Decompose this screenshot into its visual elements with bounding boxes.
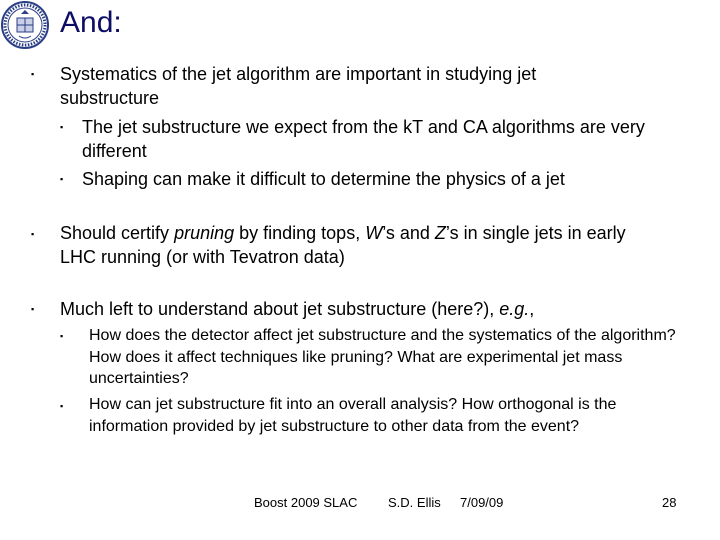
square-bullet-icon: ▪ [31,69,35,79]
footer-author: S.D. Ellis [388,495,441,510]
footer-date: 7/09/09 [460,495,504,510]
square-bullet-icon: ▪ [60,174,64,184]
bullet-systematics: Systematics of the jet algorithm are important in studying jet substructure [60,64,537,108]
z-boson: Z [434,223,446,243]
university-seal-icon [0,0,50,50]
square-bullet-icon: ▪ [31,304,35,314]
sub-bullet-analysis: How can jet substructure fit into an overall analysis? How orthogonal is the information provided by jet substructure to other data from the event? [89,396,617,435]
eg-abbrev: e.g. [499,299,530,319]
w-boson: W [365,223,383,243]
page-number: 28 [662,495,677,510]
square-bullet-icon: ▪ [60,122,64,132]
text-run: Much left to understand about jet substructure (here?), [60,299,500,319]
text-run: , [529,299,535,319]
square-bullet-icon: ▪ [60,331,64,341]
square-bullet-icon: ▪ [60,401,64,411]
text-run: ’s in single jets in early LHC running (or with Tevatron data) [60,223,626,267]
sub-bullet-kt-ca: The jet substructure we expect from the kT and CA algorithms are very different [82,117,645,161]
footer-event: Boost 2009 SLAC [254,495,358,510]
bullet-certify-pruning [60,221,660,269]
slide-title: And: [60,6,122,39]
text-run: ’s and [382,223,435,243]
sub-bullet-detector: How does the detector affect jet substructure and the systematics of the algorithm? How does it affect techniques like pruning? What are experimental jet mass uncertainties? [89,327,676,387]
sub-bullet-shaping: Shaping can make it difficult to determine the physics of a jet [82,169,565,189]
square-bullet-icon: ▪ [31,229,35,239]
bullet-much-left [60,297,680,321]
text-run: Should certify [60,223,175,243]
text-run: by finding tops, [234,223,366,243]
pruning-term: pruning [174,223,235,243]
